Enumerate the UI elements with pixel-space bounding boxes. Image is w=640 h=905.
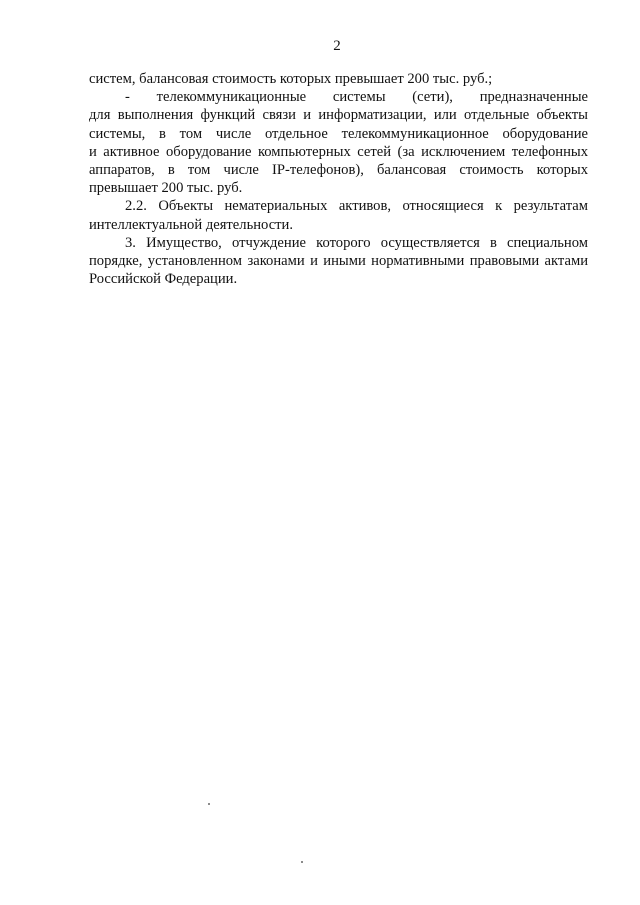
bullet-line: - телекоммуникационные системы (сети), предназначенные	[125, 89, 588, 106]
page-number: 2	[333, 38, 341, 54]
document-body	[89, 70, 588, 288]
text-line: системы, в том числе отдельное телекоммуникационное оборудование	[89, 125, 588, 142]
scan-speck	[301, 861, 303, 863]
paragraph-2-2-line: 2.2. Объекты нематериальных активов, относящиеся к результатам	[125, 198, 588, 215]
text-line: превышает 200 тыс. руб.	[89, 180, 243, 197]
text-line: интеллектуальной деятельности.	[89, 216, 294, 233]
scan-speck	[208, 803, 210, 805]
text-line: для выполнения функций связи и информатизации, или отдельные объекты	[89, 107, 588, 124]
text-line: Российской Федерации.	[89, 271, 238, 288]
paragraph-3-line: 3. Имущество, отчуждение которого осуществляется в специальном	[125, 234, 588, 251]
text-line: и активное оборудование компьютерных сетей (за исключением телефонных	[89, 143, 588, 160]
text-line: аппаратов, в том числе IP-телефонов), балансовая стоимость которых	[89, 162, 588, 179]
text-line: систем, балансовая стоимость которых превышает 200 тыс. руб.;	[89, 71, 493, 87]
text-line: порядке, установленном законами и иными нормативными правовыми актами	[89, 253, 588, 270]
